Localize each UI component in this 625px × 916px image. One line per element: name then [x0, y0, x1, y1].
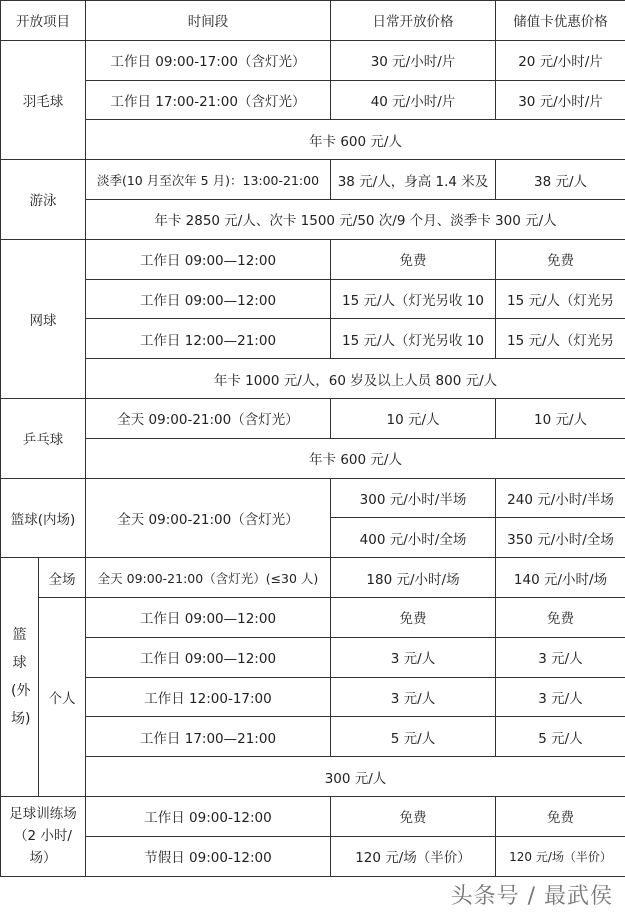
header-row	[1, 1, 625, 41]
header-item: 开放项目	[1, 1, 86, 41]
card-price-cell: 免费	[496, 597, 625, 637]
card-price-cell: 5 元/人	[496, 717, 625, 757]
time-cell: 工作日 17:00-21:00（含灯光）	[86, 80, 331, 120]
table-row	[1, 637, 625, 677]
daily-price-cell: 120 元/场（半价）	[331, 836, 496, 876]
card-price-cell: 3 元/人	[496, 637, 625, 677]
daily-price-cell: 5 元/人	[331, 717, 496, 757]
card-price-cell: 3 元/人	[496, 677, 625, 717]
daily-price-cell: 15 元/人（灯光另收 10	[331, 319, 496, 359]
table-row	[1, 239, 625, 279]
time-cell: 节假日 09:00-12:00	[86, 836, 331, 876]
daily-price-cell: 免费	[331, 239, 496, 279]
table-row	[1, 438, 625, 478]
time-cell: 工作日 09:00-17:00（含灯光）	[86, 40, 331, 80]
card-price-cell: 350 元/小时/全场	[496, 518, 625, 558]
daily-price-cell: 免费	[331, 796, 496, 836]
header-card-price: 储值卡优惠价格	[496, 1, 625, 41]
daily-price-cell: 180 元/小时/场	[331, 558, 496, 598]
header-daily-price: 日常开放价格	[331, 1, 496, 41]
annual-card-cell: 年卡 2850 元/人、次卡 1500 元/50 次/9 个月、淡季卡 300 元/人	[86, 199, 625, 239]
watermark: 头条号 / 最武侯	[450, 884, 613, 909]
time-cell: 工作日 09:00—12:00	[86, 239, 331, 279]
table-row	[1, 279, 625, 319]
annual-card-cell: 年卡 1000 元/人，60 岁及以上人员 800 元/人	[86, 359, 625, 399]
daily-price-cell: 3 元/人	[331, 677, 496, 717]
annual-card-cell: 年卡 600 元/人	[86, 120, 625, 160]
time-cell: 全天 09:00-21:00（含灯光）	[86, 478, 331, 558]
item-badminton: 羽毛球	[1, 40, 86, 159]
table-row	[1, 160, 625, 200]
time-cell: 淡季(10 月至次年 5 月)：13:00-21:00	[86, 160, 331, 200]
annual-card-cell: 300 元/人	[86, 757, 625, 797]
table-row	[1, 359, 625, 399]
daily-price-cell: 30 元/小时/片	[331, 40, 496, 80]
time-cell: 全天 09:00-21:00（含灯光）(≤30 人)	[86, 558, 331, 598]
card-price-cell: 20 元/小时/片	[496, 40, 625, 80]
annual-card-cell: 年卡 600 元/人	[86, 438, 625, 478]
card-price-cell: 38 元/人	[496, 160, 625, 200]
daily-price-cell: 300 元/小时/半场	[331, 478, 496, 518]
table-row	[1, 120, 625, 160]
time-cell: 全天 09:00-21:00（含灯光）	[86, 398, 331, 438]
subitem-individual: 个人	[39, 597, 86, 796]
card-price-cell: 30 元/小时/片	[496, 80, 625, 120]
daily-price-cell: 40 元/小时/片	[331, 80, 496, 120]
daily-price-cell: 免费	[331, 597, 496, 637]
table-row	[1, 398, 625, 438]
card-price-cell: 140 元/小时/场	[496, 558, 625, 598]
table-row	[1, 40, 625, 80]
daily-price-cell: 400 元/小时/全场	[331, 518, 496, 558]
daily-price-cell: 38 元/人，身高 1.4 米及	[331, 160, 496, 200]
time-cell: 工作日 12:00-17:00	[86, 677, 331, 717]
subitem-full-court: 全场	[39, 558, 86, 598]
table-row	[1, 796, 625, 836]
card-price-cell: 免费	[496, 239, 625, 279]
card-price-cell: 15 元/人（灯光另	[496, 319, 625, 359]
table-row	[1, 478, 625, 518]
table-row	[1, 717, 625, 757]
item-football: 足球训练场（2 小时/场）	[1, 796, 86, 876]
header-time: 时间段	[86, 1, 331, 41]
table-row	[1, 199, 625, 239]
item-tennis: 网球	[1, 239, 86, 398]
card-price-cell: 15 元/人（灯光另	[496, 279, 625, 319]
table-row	[1, 558, 625, 598]
daily-price-cell: 3 元/人	[331, 637, 496, 677]
time-cell: 工作日 09:00—12:00	[86, 637, 331, 677]
card-price-cell: 10 元/人	[496, 398, 625, 438]
item-swimming: 游泳	[1, 160, 86, 240]
time-cell: 工作日 09:00—12:00	[86, 279, 331, 319]
table-row	[1, 319, 625, 359]
card-price-cell: 免费	[496, 796, 625, 836]
time-cell: 工作日 17:00—21:00	[86, 717, 331, 757]
table-row	[1, 757, 625, 797]
item-basketball-indoor: 篮球(内场)	[1, 478, 86, 558]
time-cell: 工作日 09:00—12:00	[86, 597, 331, 637]
time-cell: 工作日 09:00-12:00	[86, 796, 331, 836]
card-price-cell: 240 元/小时/半场	[496, 478, 625, 518]
item-basketball-outdoor: 篮球(外场)	[1, 558, 39, 797]
table-row	[1, 677, 625, 717]
daily-price-cell: 15 元/人（灯光另收 10	[331, 279, 496, 319]
time-cell: 工作日 12:00—21:00	[86, 319, 331, 359]
table-row	[1, 836, 625, 876]
table-row	[1, 80, 625, 120]
card-price-cell: 120 元/场（半价）	[496, 836, 625, 876]
table-row	[1, 597, 625, 637]
daily-price-cell: 10 元/人	[331, 398, 496, 438]
item-pingpong: 乒乓球	[1, 398, 86, 478]
